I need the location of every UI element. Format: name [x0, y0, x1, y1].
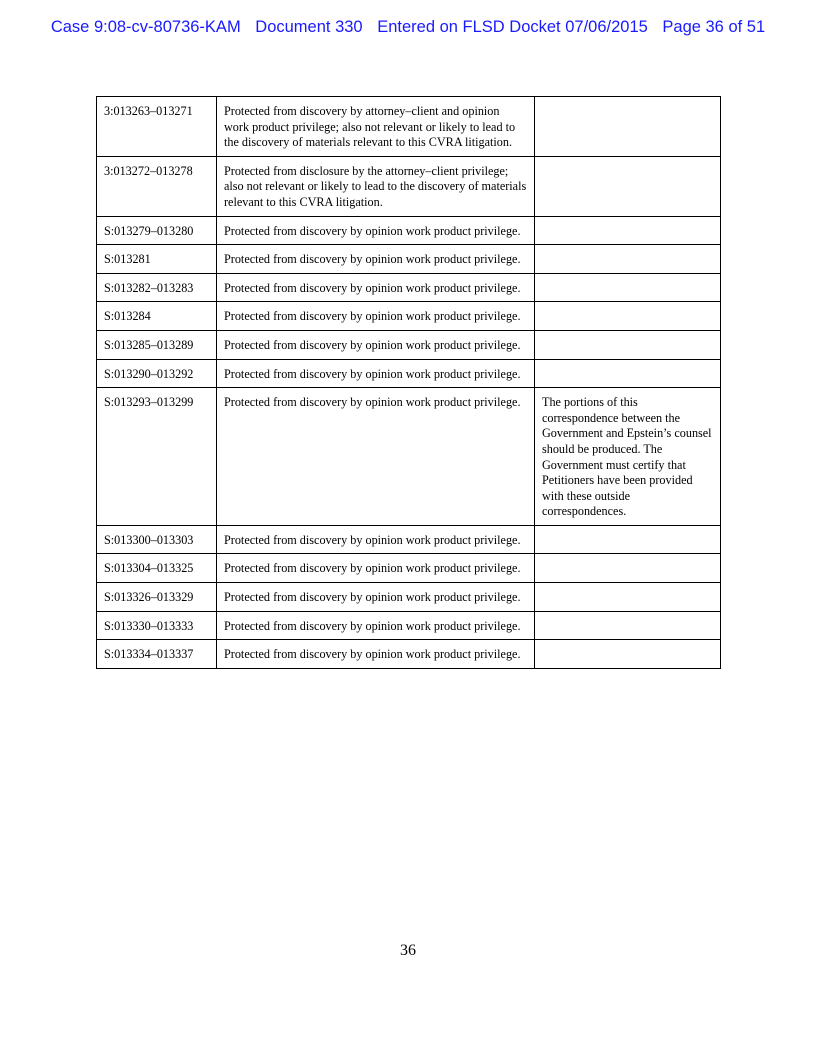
ruling-cell: [535, 216, 721, 245]
table-row: [97, 330, 721, 359]
bates-range-cell: S:013284: [97, 302, 217, 331]
bates-range-cell: S:013300–013303: [97, 525, 217, 554]
case-number: Case 9:08-cv-80736-KAM: [50, 18, 241, 36]
table-row: [97, 245, 721, 274]
ruling-cell: [535, 583, 721, 612]
bates-range-cell: S:013279–013280: [97, 216, 217, 245]
privilege-basis-cell: Protected from discovery by opinion work product privilege.: [217, 640, 535, 669]
ruling-cell: [535, 330, 721, 359]
privilege-basis-cell: Protected from discovery by opinion work product privilege.: [217, 525, 535, 554]
privilege-basis-cell: Protected from discovery by opinion work product privilege.: [217, 302, 535, 331]
bates-range-cell: S:013290–013292: [97, 359, 217, 388]
bates-range-cell: S:013330–013333: [97, 611, 217, 640]
privilege-basis-cell: Protected from discovery by opinion work product privilege.: [217, 554, 535, 583]
bates-range-cell: S:013285–013289: [97, 330, 217, 359]
bates-range-cell: S:013304–013325: [97, 554, 217, 583]
docket-entry-date: Entered on FLSD Docket 07/06/2015: [377, 18, 648, 36]
table-row: [97, 156, 721, 216]
bates-range-cell: S:013326–013329: [97, 583, 217, 612]
ruling-cell: The portions of this correspondence between the Government and Epstein’s counsel should be produced. The Government must certify that Petitioners have been provided with these outside correspondences.: [535, 388, 721, 526]
table-row: [97, 302, 721, 331]
document-number: Document 330: [255, 18, 363, 36]
privilege-log-table: [96, 96, 721, 669]
privilege-basis-cell: Protected from discovery by opinion work product privilege.: [217, 388, 535, 526]
bates-range-cell: 3:013272–013278: [97, 156, 217, 216]
table-row: [97, 554, 721, 583]
privilege-basis-cell: Protected from discovery by opinion work product privilege.: [217, 330, 535, 359]
ruling-cell: [535, 273, 721, 302]
privilege-basis-cell: Protected from discovery by attorney–client and opinion work product privilege; also not relevant or likely to lead to the discovery of materials relevant to this CVRA litigation.: [217, 97, 535, 157]
privilege-basis-cell: Protected from discovery by opinion work product privilege.: [217, 583, 535, 612]
privilege-basis-cell: Protected from discovery by opinion work product privilege.: [217, 216, 535, 245]
docket-header: [0, 18, 816, 37]
bates-range-cell: S:013282–013283: [97, 273, 217, 302]
ruling-cell: [535, 640, 721, 669]
ruling-cell: [535, 302, 721, 331]
table-row: [97, 583, 721, 612]
privilege-basis-cell: Protected from discovery by opinion work product privilege.: [217, 359, 535, 388]
ruling-cell: [535, 611, 721, 640]
ruling-cell: [535, 525, 721, 554]
ruling-cell: [535, 97, 721, 157]
bates-range-cell: 3:013263–013271: [97, 97, 217, 157]
page-number: 36: [400, 942, 416, 959]
privilege-basis-cell: Protected from disclosure by the attorney–client privilege; also not relevant or likely to lead to the discovery of materials relevant to this CVRA litigation.: [217, 156, 535, 216]
table-row: [97, 640, 721, 669]
table-row: [97, 97, 721, 157]
bates-range-cell: S:013281: [97, 245, 217, 274]
table-row: [97, 388, 721, 526]
page-of-total: Page 36 of 51: [662, 18, 766, 36]
privilege-basis-cell: Protected from discovery by opinion work product privilege.: [217, 273, 535, 302]
table-row: [97, 611, 721, 640]
table-row: [97, 525, 721, 554]
bates-range-cell: S:013334–013337: [97, 640, 217, 669]
ruling-cell: [535, 156, 721, 216]
ruling-cell: [535, 245, 721, 274]
table-row: [97, 273, 721, 302]
ruling-cell: [535, 359, 721, 388]
privilege-basis-cell: Protected from discovery by opinion work product privilege.: [217, 611, 535, 640]
ruling-cell: [535, 554, 721, 583]
table-row: [97, 359, 721, 388]
bates-range-cell: S:013293–013299: [97, 388, 217, 526]
privilege-basis-cell: Protected from discovery by opinion work product privilege.: [217, 245, 535, 274]
table-row: [97, 216, 721, 245]
